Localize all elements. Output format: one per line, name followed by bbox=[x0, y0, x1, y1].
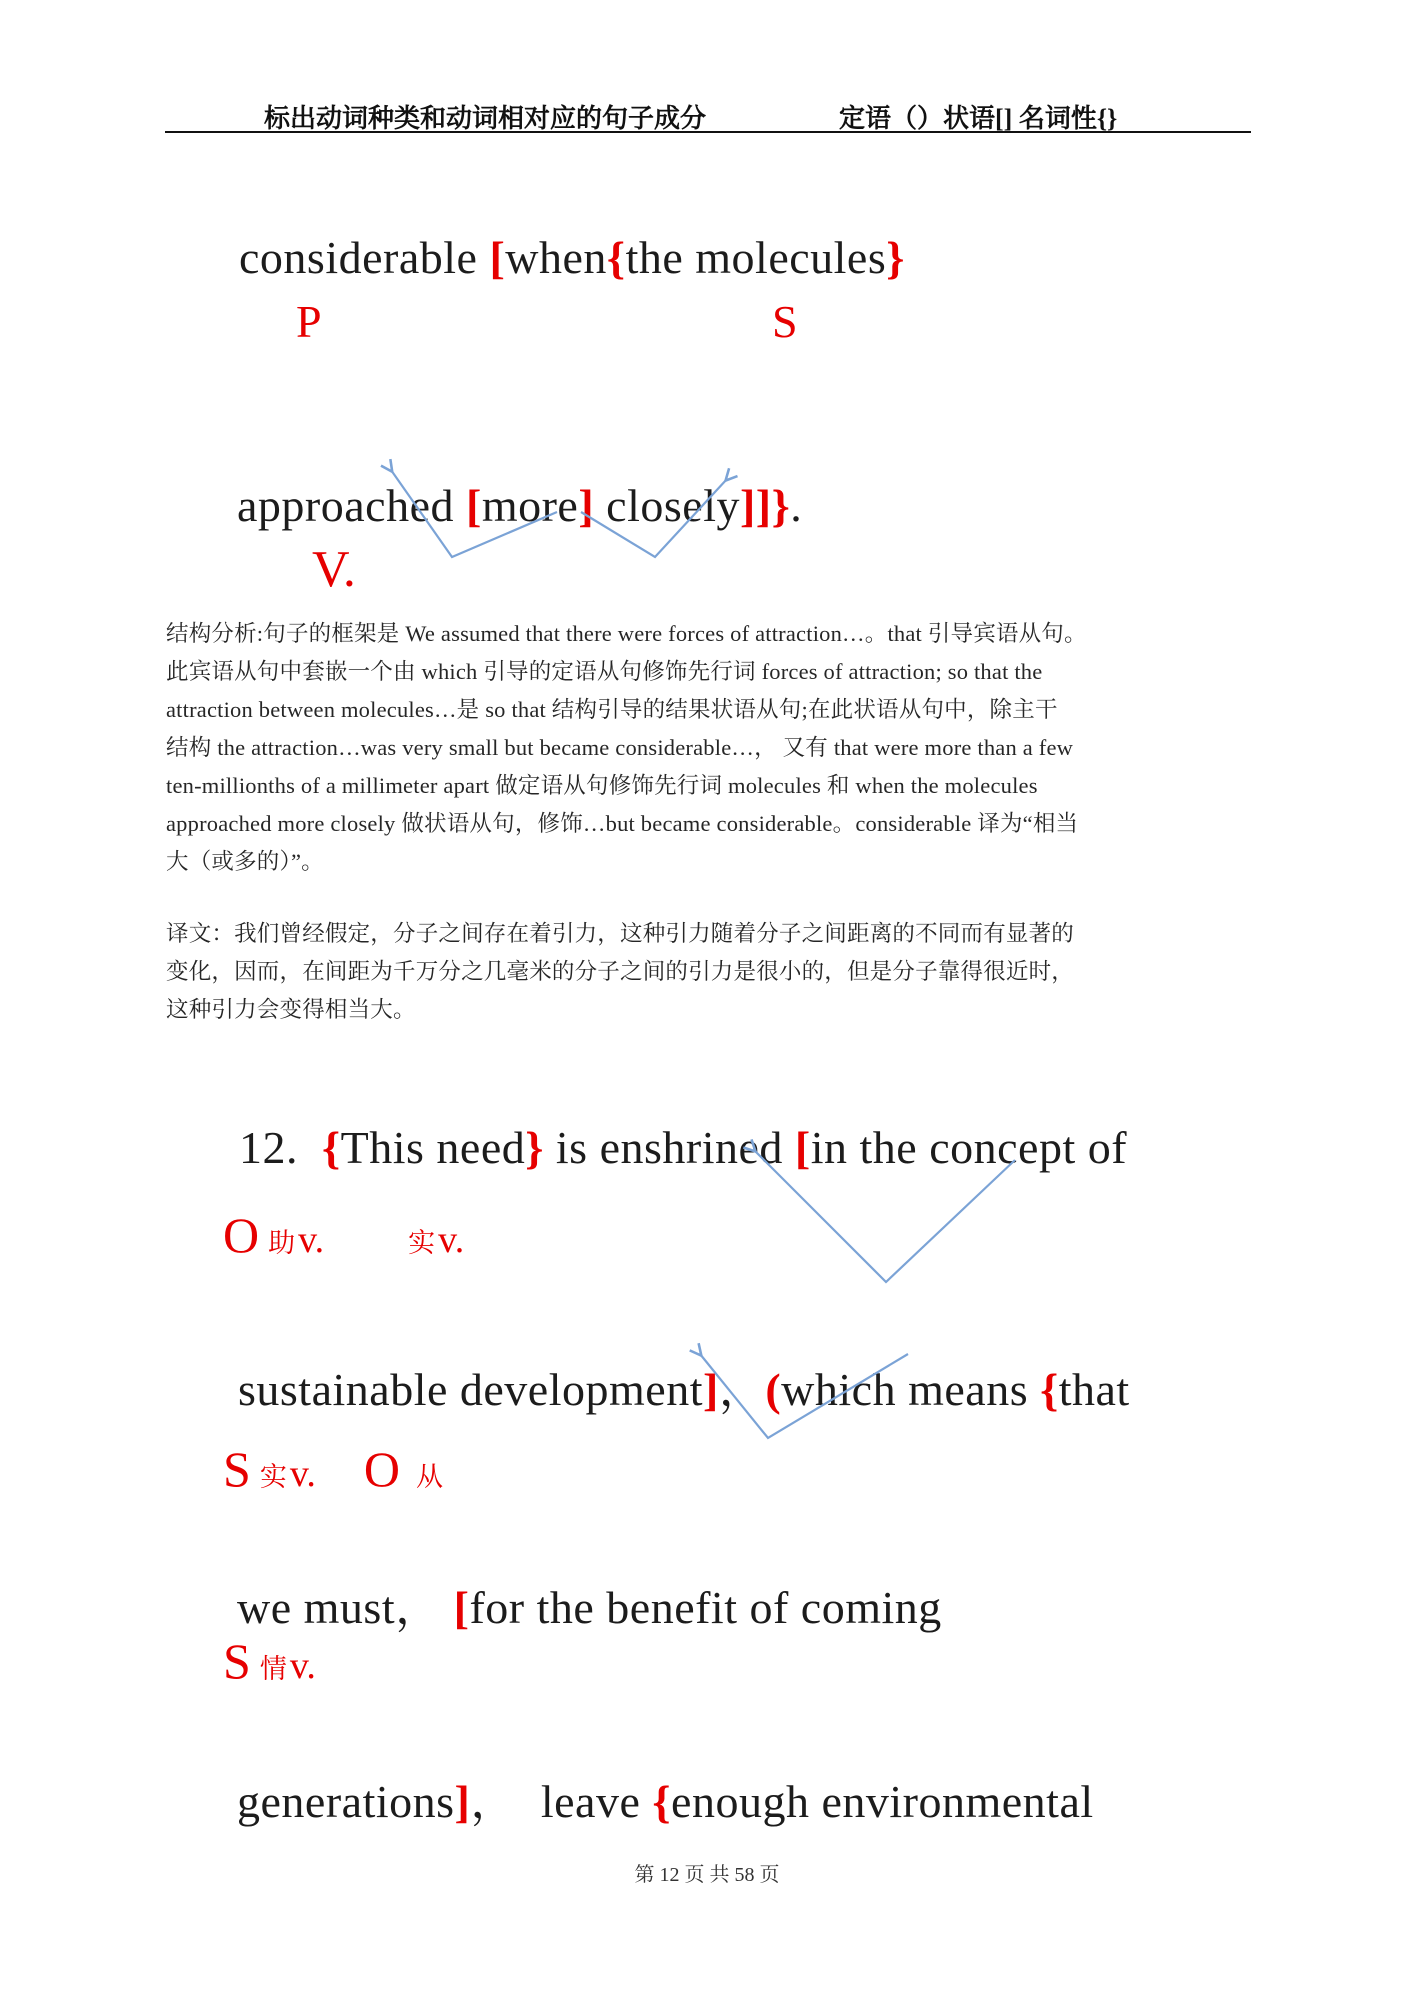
analysis-line: approached more closely 做状语从句，修饰…but became considerable。considerable 译为“相当 bbox=[166, 811, 1079, 836]
sentence11-line1-text: considerable bbox=[239, 232, 490, 283]
label-verb: v. bbox=[289, 1453, 316, 1495]
label-verb: v. bbox=[289, 1645, 316, 1687]
sentence11-line2: approached [more] closely]]}. bbox=[237, 480, 803, 531]
label-object: O bbox=[363, 1441, 400, 1497]
analysis-line: 结构分析:句子的框架是 We assumed that there were forces of attraction…。that 引导宾语从句。 bbox=[166, 621, 1087, 646]
header-right-legend: 定语（）状语[] 名词性{} bbox=[839, 104, 1118, 133]
label-auxiliary-zh: 助 bbox=[268, 1228, 296, 1258]
label-object: O bbox=[223, 1207, 260, 1263]
translation-line: 变化，因而，在间距为千万分之几毫米的分子之间的引力是很小的，但是分子靠得很近时， bbox=[166, 959, 1075, 984]
labels-row-subject-object bbox=[215, 1422, 443, 1498]
sentence-number: 12. bbox=[239, 1122, 322, 1173]
sentence12-line3: we must， [for the benefit of coming bbox=[237, 1582, 942, 1633]
bracket-close: ] bbox=[454, 1776, 471, 1827]
analysis-line: 此宾语从句中套嵌一个由 which 引导的定语从句修饰先行词 forces of attraction; so that the bbox=[166, 659, 1043, 684]
brace-close: } bbox=[525, 1122, 544, 1173]
bracket-open: [ bbox=[453, 1582, 470, 1633]
label-modal-zh: 情 bbox=[259, 1654, 287, 1684]
period: . bbox=[790, 480, 803, 531]
translation-line: 译文：我们曾经假定，分子之间存在着引力，这种引力随着分子之间距离的不同而有显著的 bbox=[166, 921, 1075, 946]
sentence11-line1: considerable [when{the molecules} bbox=[239, 232, 905, 283]
header-divider bbox=[165, 131, 1251, 133]
comma: ， bbox=[718, 1364, 766, 1415]
bracket-open: [ bbox=[794, 1122, 811, 1173]
label-verb: v. bbox=[438, 1219, 465, 1261]
paren-open: ( bbox=[765, 1364, 782, 1415]
analysis-line: 大（或多的）”。 bbox=[166, 849, 324, 874]
brackets-close-group: ]]} bbox=[739, 480, 791, 531]
brace-open: { bbox=[652, 1776, 672, 1827]
sentence12-line4: generations]， leave {enough environmental bbox=[237, 1776, 1094, 1827]
label-verb: v. bbox=[298, 1219, 325, 1261]
bracket-open: [ bbox=[466, 480, 482, 531]
label-notional-zh: 实 bbox=[408, 1228, 436, 1258]
label-subject: S bbox=[223, 1441, 251, 1497]
label-notional-zh: 实 bbox=[259, 1462, 287, 1492]
label-predicate: P bbox=[296, 296, 322, 347]
comma: ， leave bbox=[470, 1776, 653, 1827]
bracket-open: [ bbox=[489, 232, 506, 283]
bracket-close: ] bbox=[578, 480, 595, 531]
label-subject: S bbox=[223, 1633, 251, 1689]
brace-open: { bbox=[606, 232, 626, 283]
label-clause-zh: 从 bbox=[415, 1462, 443, 1492]
header-left-title: 标出动词种类和动词相对应的句子成分 bbox=[264, 104, 707, 133]
sentence12-line1: 12. {This need} is enshrined [in the concept of bbox=[239, 1122, 1128, 1173]
page-number-footer: 第 12 页 共 58 页 bbox=[634, 1864, 780, 1886]
sentence12-line2: sustainable development]，(which means {that bbox=[238, 1364, 1130, 1415]
analysis-line: 结构 the attraction…was very small but became considerable…， 又有 that were more than a few bbox=[166, 735, 1074, 760]
label-subject: S bbox=[772, 296, 798, 347]
label-verb: V. bbox=[312, 541, 356, 598]
translation-line: 这种引力会变得相当大。 bbox=[166, 997, 416, 1022]
labels-row-subject-modal bbox=[215, 1614, 316, 1690]
analysis-line: ten-millionths of a millimeter apart 做定语从句修饰先行词 molecules 和 when the molecules bbox=[166, 773, 1038, 798]
bracket-close: ] bbox=[703, 1364, 719, 1415]
brace-open: { bbox=[1040, 1364, 1059, 1415]
brace-open: { bbox=[322, 1122, 341, 1173]
analysis-line: attraction between molecules…是 so that 结构引导的结果状语从句;在此状语从句中，除主干 bbox=[166, 697, 1058, 722]
labels-row-object-verb bbox=[215, 1188, 464, 1264]
brace-close: } bbox=[886, 232, 905, 283]
